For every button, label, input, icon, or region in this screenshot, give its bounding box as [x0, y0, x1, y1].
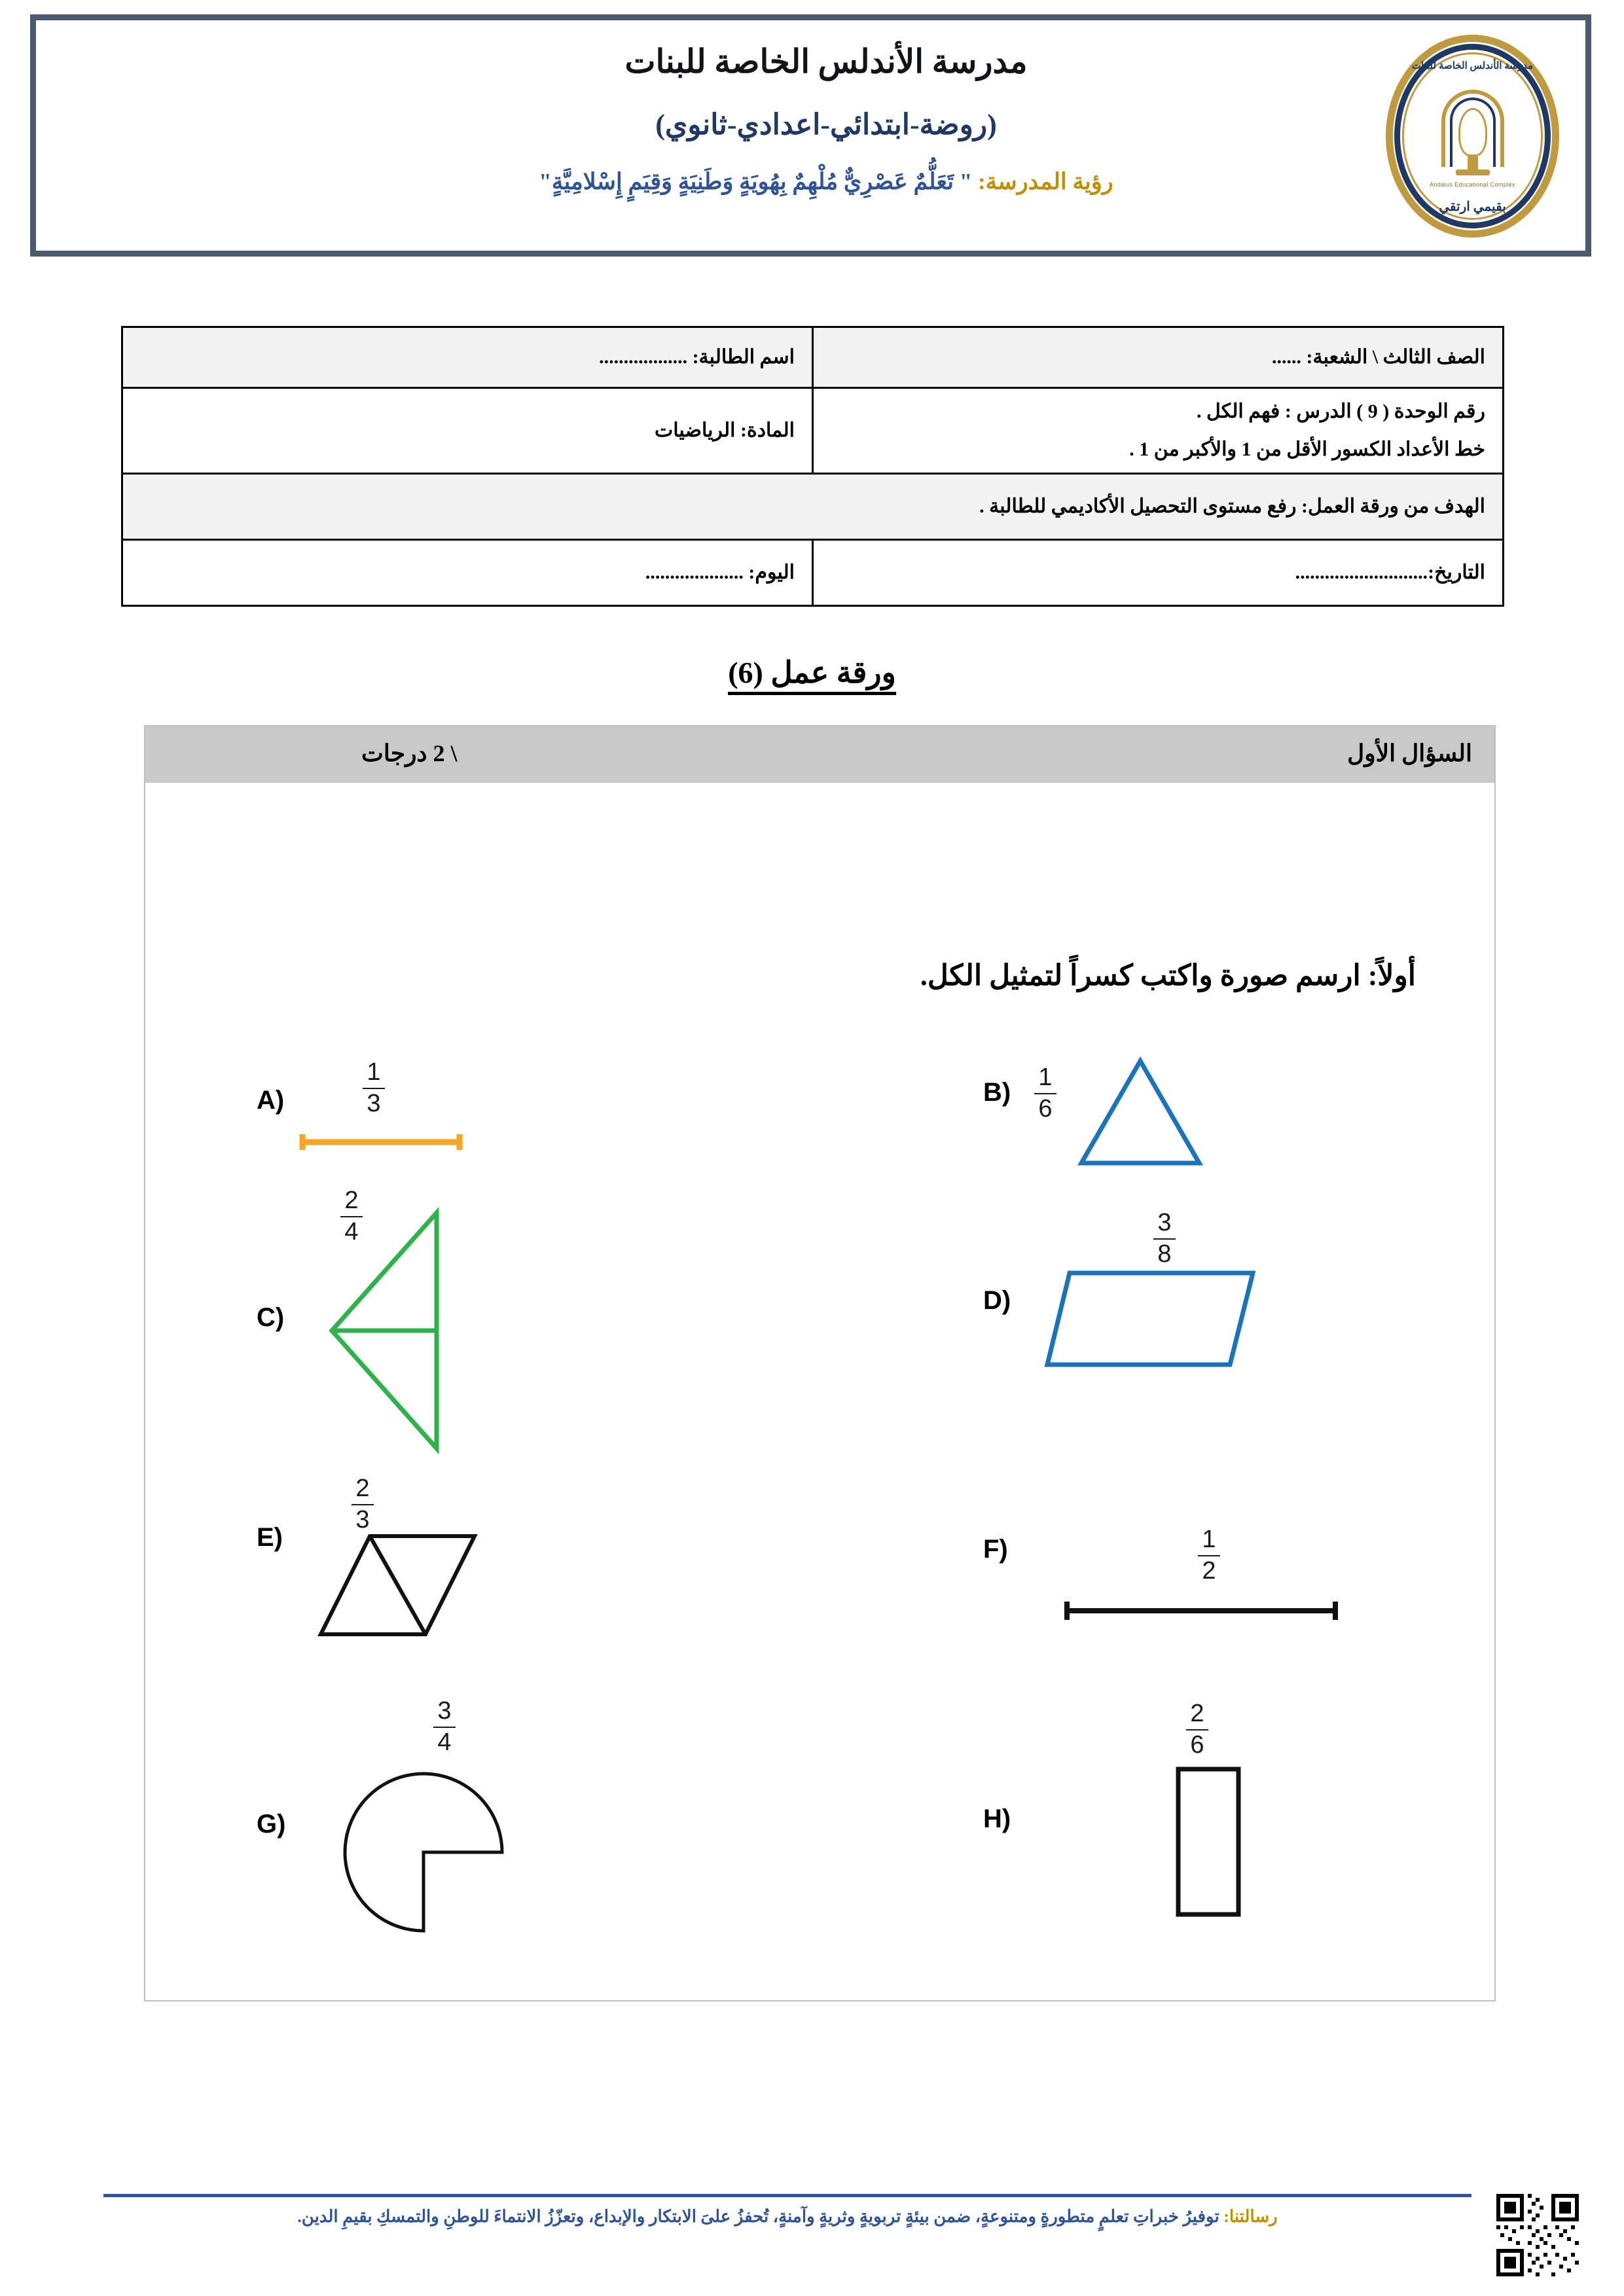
school-subtitle: (روضة-ابتدائي-اعدادي-ثانوي) [655, 109, 997, 141]
item-h-letter: H) [983, 1804, 1011, 1833]
vision-text: " تَعَلُّمٌ عَصْرِيٌّ مُلْهِمٌ بِهُويَةٍ وَطَنِيَةٍ وَقِيَمٍ إِسْلامِيَّةٍ" [539, 169, 973, 194]
item-e-denominator: 3 [355, 1505, 370, 1534]
vision-label: رؤية المدرسة: [977, 169, 1113, 194]
item-a [257, 1037, 754, 1194]
question-marks-label: \ 2 درجات [361, 740, 458, 766]
item-g-letter: G) [257, 1810, 286, 1839]
item-g-denominator: 4 [437, 1728, 452, 1756]
items-grid [145, 1024, 1494, 1973]
cell-unit-lesson-line1: رقم الوحدة ( 9 ) الدرس : فهم الكل . [1197, 400, 1485, 422]
item-f-letter: F) [983, 1535, 1008, 1564]
cell-unit-lesson [813, 388, 1504, 474]
item-h-denominator: 6 [1190, 1731, 1204, 1759]
table-row [122, 388, 1504, 474]
footer-mission [103, 2207, 1471, 2227]
fraction-bar [1186, 1729, 1208, 1731]
cell-class-section: الصف الثالث \ الشعبة: ...... [813, 327, 1504, 388]
item-b-fraction [1034, 1065, 1056, 1122]
item-e-parallelogram-split-shape [314, 1531, 497, 1642]
item-f-numerator: 1 [1202, 1526, 1216, 1553]
item-e [257, 1469, 754, 1685]
cell-date: التاريخ:........................... [813, 540, 1504, 606]
item-f-denominator: 2 [1202, 1556, 1216, 1585]
qr-code-icon [1496, 2194, 1579, 2276]
item-h-rectangle-shape [1173, 1764, 1252, 1921]
question-instruction: أولاً: ارسم صورة واكتب كسراً لتمثيل الكل. [920, 960, 1416, 992]
item-c-denominator: 4 [344, 1217, 359, 1246]
item-a-denominator: 3 [367, 1089, 381, 1117]
cell-day: اليوم: .................... [122, 540, 813, 606]
item-d-fraction [1153, 1210, 1176, 1268]
logo-torch-base [1456, 170, 1490, 175]
item-d-denominator: 8 [1157, 1240, 1172, 1268]
item-f-line-segment-shape [1060, 1598, 1342, 1624]
logo-motto: بقيمي ارتقي [1439, 200, 1506, 214]
item-g-numerator: 3 [437, 1697, 452, 1725]
school-vision [263, 169, 1389, 195]
item-f-fraction [1198, 1527, 1220, 1585]
item-b-triangle-shape [1075, 1053, 1206, 1171]
student-info-table [121, 326, 1504, 607]
question-one-panel [144, 725, 1496, 2001]
worksheet-title [0, 655, 1624, 690]
logo-torch-icon [1458, 108, 1487, 156]
school-title: مدرسة الأندلس الخاصة للبنات [624, 43, 1028, 80]
logo-arc-text: مدرسة الأندلس الخاصة للبنات [1411, 61, 1534, 71]
item-g-three-quarter-circle-shape [329, 1757, 518, 1947]
table-row [122, 540, 1504, 606]
item-g-fraction [433, 1698, 456, 1756]
question-number-label: السؤال الأول [1347, 740, 1472, 766]
item-g [257, 1692, 754, 1967]
item-b-numerator: 1 [1038, 1064, 1053, 1091]
cell-worksheet-goal: الهدف من ورقة العمل: رفع مستوى التحصيل الأكاديمي للطالبة . [122, 474, 1504, 540]
header-text-column [263, 43, 1389, 195]
fraction-bar [1198, 1555, 1220, 1556]
logo-english-text: Andalus Educational Complex [1430, 181, 1515, 188]
item-a-fraction [363, 1060, 385, 1117]
fraction-bar [1034, 1093, 1056, 1094]
item-d-letter: D) [983, 1286, 1011, 1315]
item-c-letter: C) [257, 1303, 285, 1332]
header-banner [30, 14, 1591, 257]
footer-mission-label: رسالتنا: [1223, 2207, 1278, 2226]
item-c [257, 1188, 754, 1463]
fraction-bar [352, 1504, 374, 1505]
item-h [983, 1685, 1481, 1960]
table-row [122, 327, 1504, 388]
cell-unit-lesson-line2: خط الأعداد الكسور الأقل من 1 والأكبر من 1 . [1129, 439, 1485, 460]
item-f [983, 1509, 1481, 1666]
cell-student-name: اسم الطالبة: .................. [122, 327, 813, 388]
table-row [122, 474, 1504, 540]
item-e-letter: E) [257, 1523, 283, 1552]
item-a-line-segment-shape [296, 1129, 466, 1155]
item-c-left-triangle-split-shape [322, 1206, 460, 1455]
item-d-numerator: 3 [1157, 1209, 1172, 1236]
item-a-numerator: 1 [367, 1058, 381, 1086]
item-h-numerator: 2 [1190, 1700, 1204, 1727]
question-header-bar [145, 726, 1494, 783]
logo-torch-stem [1468, 156, 1478, 171]
school-logo [1386, 35, 1559, 238]
item-a-letter: A) [257, 1086, 285, 1115]
fraction-bar [1153, 1238, 1176, 1240]
item-d [983, 1201, 1481, 1417]
fraction-bar [363, 1088, 385, 1089]
footer-divider [103, 2194, 1471, 2197]
item-b-letter: B) [983, 1078, 1011, 1107]
item-c-numerator: 2 [344, 1187, 359, 1214]
item-b-denominator: 6 [1038, 1094, 1053, 1122]
item-e-numerator: 2 [355, 1475, 370, 1502]
footer-mission-text: توفيرُ خبراتِ تعلمٍ متطورةٍ ومتنوعةٍ، ضمن بيئةٍ تربويةٍ وثريةٍ وآمنةٍ، تُحفزُ علىَ الابتكار والإبداع، وتعزّزُ الانتماءَ للوطنِ والتمسكِ بقيمِ الدين. [297, 2207, 1219, 2226]
cell-subject: المادة: الرياضيات [122, 388, 813, 474]
fraction-bar [433, 1727, 456, 1728]
item-b [983, 1037, 1481, 1194]
worksheet-title-text: ورقة عمل (6) [728, 656, 896, 695]
item-e-fraction [352, 1476, 374, 1534]
item-h-fraction [1186, 1701, 1208, 1759]
item-d-parallelogram-shape [1043, 1266, 1259, 1371]
